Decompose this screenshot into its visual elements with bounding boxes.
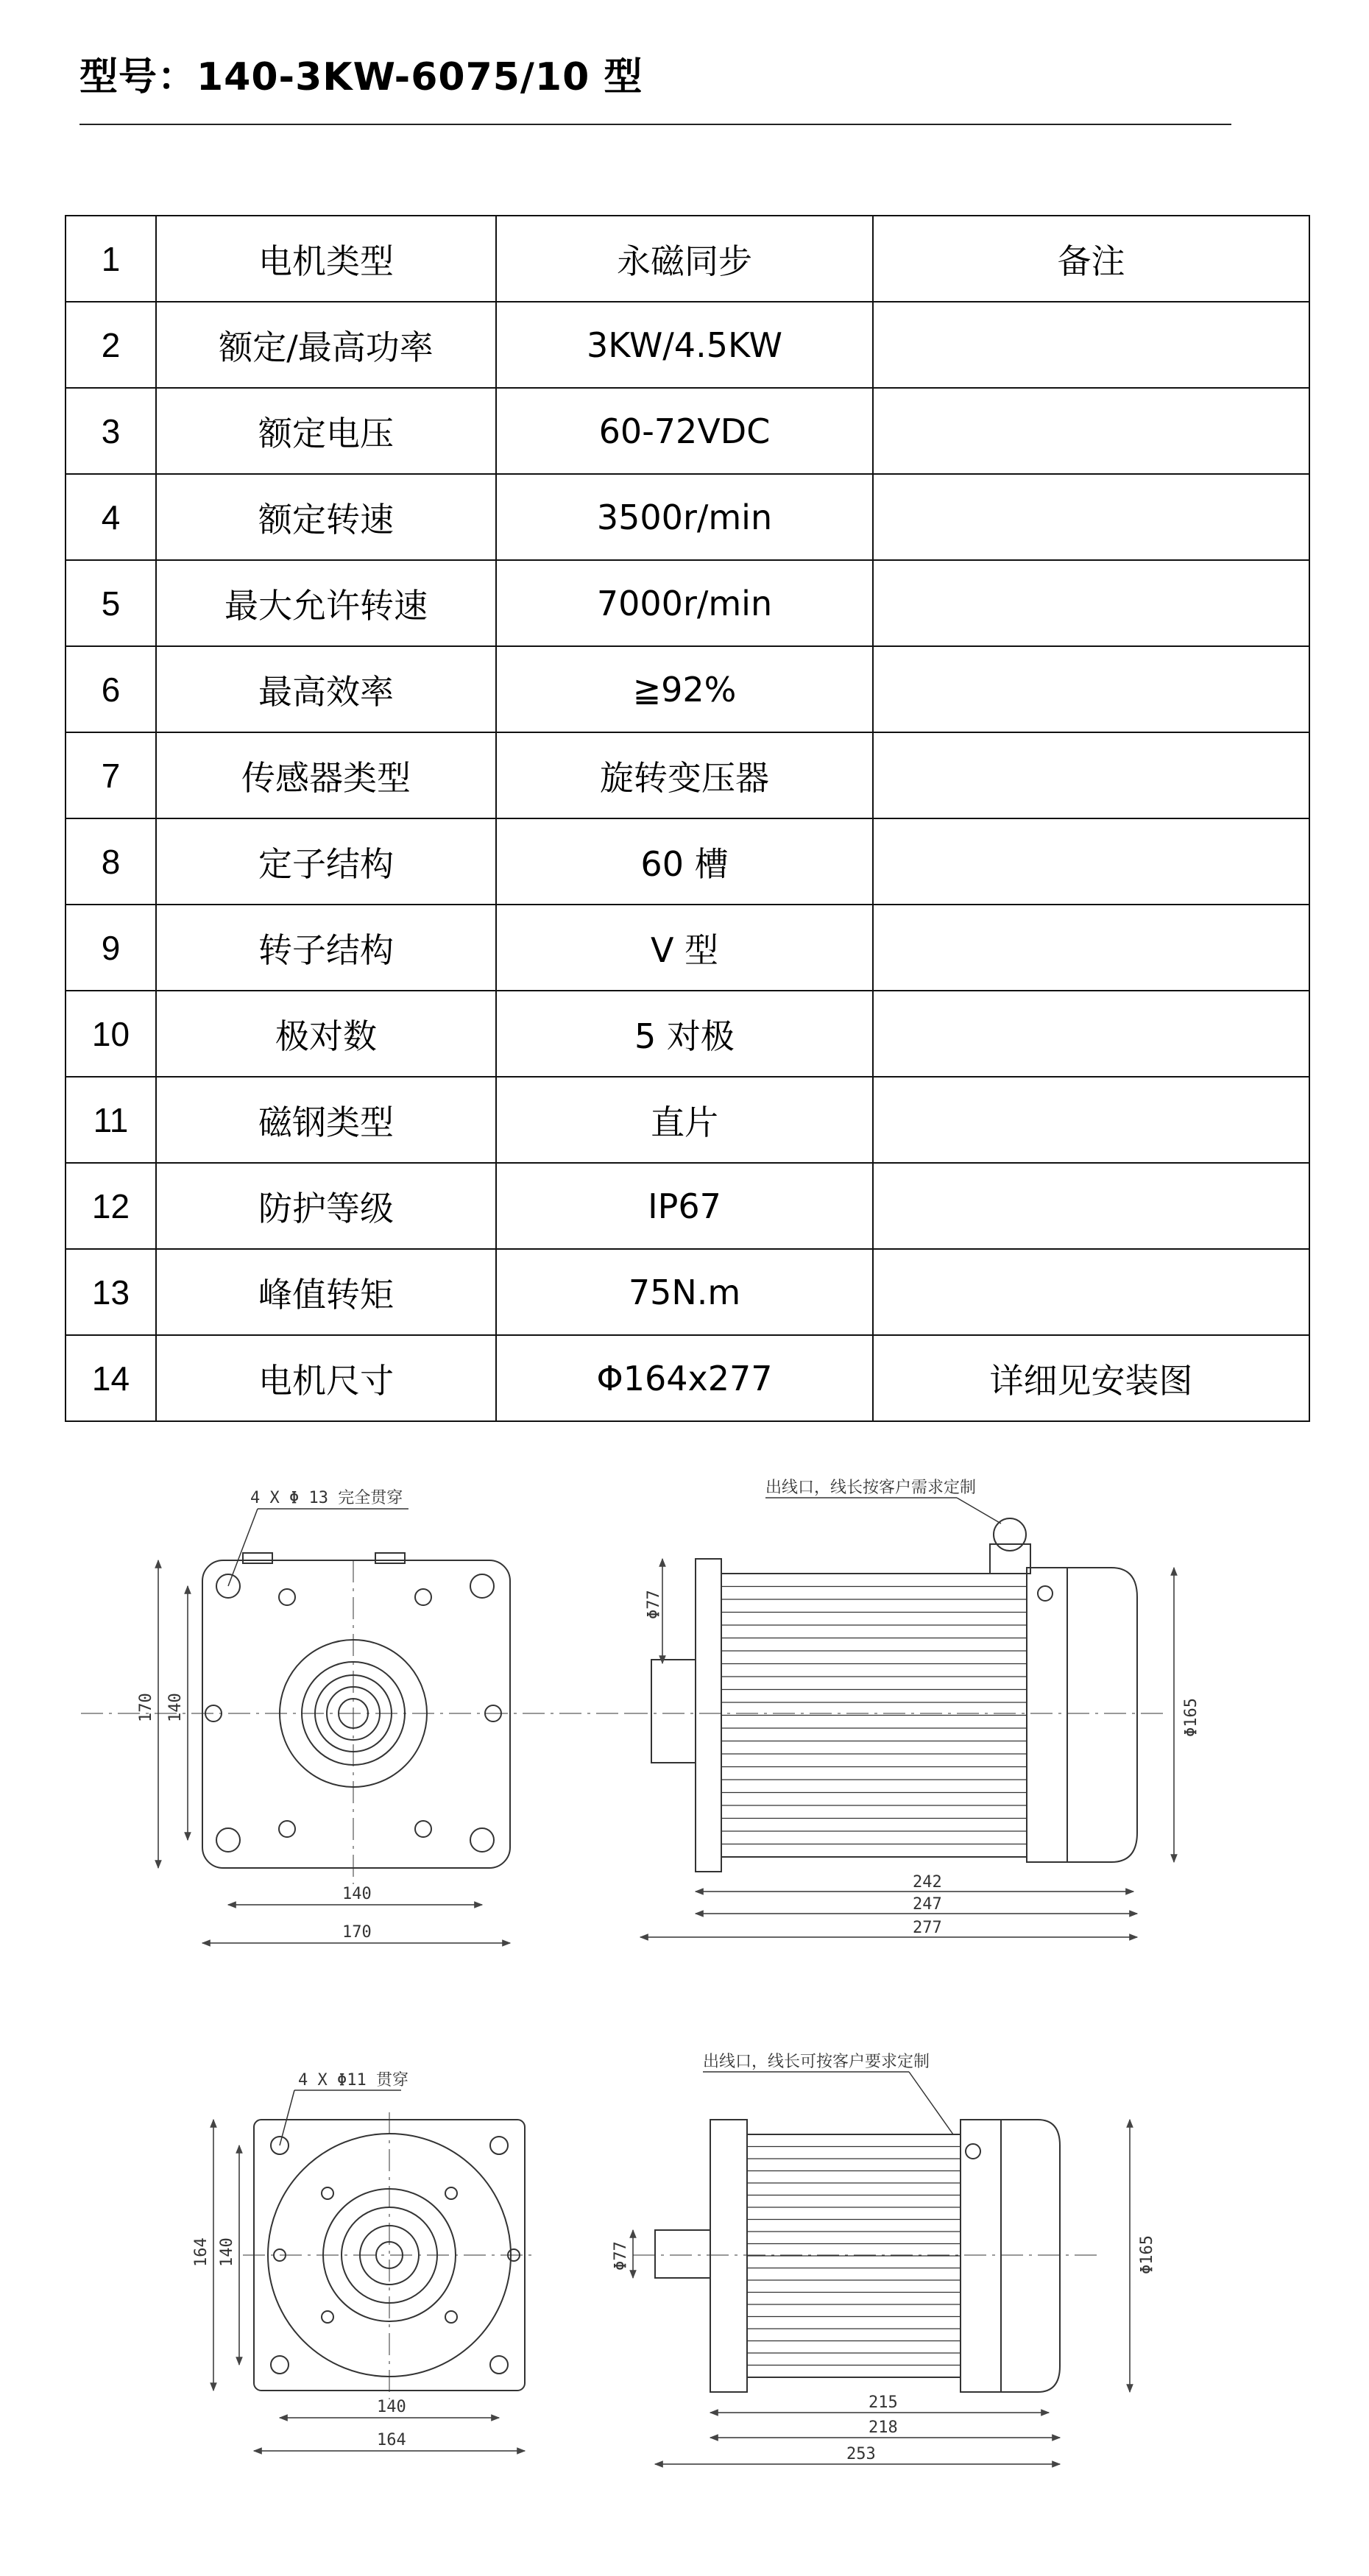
param-value: IP67: [496, 1163, 873, 1249]
front-view-top: [81, 1509, 633, 1943]
param-value: 7000r/min: [496, 560, 873, 646]
param-name: 额定/最高功率: [156, 302, 496, 388]
row-number: 14: [66, 1335, 156, 1421]
top-front-dim-w-inner: 140: [342, 1885, 372, 1903]
param-name: 峰值转矩: [156, 1249, 496, 1335]
top-side-cable-note: 出线口，线长按客户需求定制: [765, 1479, 977, 1497]
param-name: 电机尺寸: [156, 1335, 496, 1421]
row-number: 9: [66, 905, 156, 991]
bottom-side-len3: 253: [846, 2445, 876, 2463]
param-value: 5 对极: [496, 991, 873, 1077]
table-row: [66, 302, 1309, 388]
param-value: 直片: [496, 1077, 873, 1163]
top-side-dim-shaft: Φ77: [645, 1590, 663, 1619]
page-title: 型号：140-3KW-6075/10 型: [79, 55, 643, 99]
top-front-dim-h-outer: 170: [137, 1693, 155, 1722]
param-name: 传感器类型: [156, 732, 496, 818]
table-row: [66, 818, 1309, 905]
row-number: 12: [66, 1163, 156, 1249]
param-note: [873, 1249, 1309, 1335]
row-number: 2: [66, 302, 156, 388]
param-note: [873, 560, 1309, 646]
bottom-front-dim-h-outer: 164: [192, 2237, 211, 2267]
table-row: [66, 560, 1309, 646]
table-row: [66, 905, 1309, 991]
top-front-dim-h-inner: 140: [166, 1693, 185, 1722]
table-row: [66, 1335, 1309, 1421]
param-note: [873, 991, 1309, 1077]
param-value: 60-72VDC: [496, 388, 873, 474]
param-value: 永磁同步: [496, 216, 873, 302]
param-note: [873, 818, 1309, 905]
table-row: [66, 1163, 1309, 1249]
param-note: [873, 732, 1309, 818]
spec-table-body: [66, 216, 1309, 1421]
param-name: 转子结构: [156, 905, 496, 991]
param-name: 额定电压: [156, 388, 496, 474]
param-name: 额定转速: [156, 474, 496, 560]
table-row: [66, 1077, 1309, 1163]
table-row: [66, 646, 1309, 732]
param-name: 极对数: [156, 991, 496, 1077]
bottom-front-hole-note: 4 X Φ11 贯穿: [298, 2071, 408, 2090]
param-note: [873, 905, 1309, 991]
top-side-len2: 247: [913, 1895, 942, 1914]
param-note: [873, 646, 1309, 732]
row-number: 5: [66, 560, 156, 646]
row-number: 8: [66, 818, 156, 905]
param-value: 旋转变压器: [496, 732, 873, 818]
bottom-side-dim-body: Φ165: [1138, 2235, 1156, 2274]
bottom-side-len2: 218: [869, 2418, 898, 2437]
table-row: [66, 1249, 1309, 1335]
side-view-top: [626, 1498, 1174, 1937]
top-side-len1: 242: [913, 1873, 942, 1892]
bottom-front-dim-w-inner: 140: [377, 2398, 406, 2416]
param-value: Φ164x277: [496, 1335, 873, 1421]
param-name: 最大允许转速: [156, 560, 496, 646]
param-value: 60 槽: [496, 818, 873, 905]
param-value: 75N.m: [496, 1249, 873, 1335]
installation-drawings: [0, 1443, 1369, 2561]
top-side-dim-body: Φ165: [1182, 1698, 1200, 1737]
bottom-front-dim-w-outer: 164: [377, 2431, 406, 2449]
row-number: 3: [66, 388, 156, 474]
param-name: 磁钢类型: [156, 1077, 496, 1163]
bottom-front-dim-h-inner: 140: [218, 2237, 236, 2267]
param-note: [873, 302, 1309, 388]
row-number: 10: [66, 991, 156, 1077]
top-front-hole-note: 4 X Φ 13 完全贯穿: [250, 1489, 403, 1507]
row-number: 4: [66, 474, 156, 560]
title-divider: [79, 124, 1231, 125]
bottom-side-dim-shaft: Φ77: [612, 2241, 630, 2271]
param-value: 3500r/min: [496, 474, 873, 560]
table-row: [66, 991, 1309, 1077]
param-note: [873, 388, 1309, 474]
param-name: 防护等级: [156, 1163, 496, 1249]
param-value: 3KW/4.5KW: [496, 302, 873, 388]
front-view-bottom: [213, 2090, 537, 2451]
row-number: 11: [66, 1077, 156, 1163]
param-value: ≧92%: [496, 646, 873, 732]
param-value: V 型: [496, 905, 873, 991]
table-row: [66, 216, 1309, 302]
row-number: 13: [66, 1249, 156, 1335]
row-number: 7: [66, 732, 156, 818]
param-note: [873, 1163, 1309, 1249]
bottom-side-cable-note: 出线口，线长可按客户要求定制: [703, 2053, 930, 2071]
table-row: [66, 732, 1309, 818]
table-row: [66, 388, 1309, 474]
param-name: 电机类型: [156, 216, 496, 302]
param-name: 定子结构: [156, 818, 496, 905]
param-note: 备注: [873, 216, 1309, 302]
row-number: 6: [66, 646, 156, 732]
bottom-side-len1: 215: [869, 2393, 898, 2412]
table-row: [66, 474, 1309, 560]
param-note: 详细见安装图: [873, 1335, 1309, 1421]
param-note: [873, 474, 1309, 560]
top-side-len3: 277: [913, 1919, 942, 1937]
param-name: 最高效率: [156, 646, 496, 732]
spec-table: [65, 215, 1310, 1422]
top-front-dim-w-outer: 170: [342, 1923, 372, 1942]
row-number: 1: [66, 216, 156, 302]
param-note: [873, 1077, 1309, 1163]
